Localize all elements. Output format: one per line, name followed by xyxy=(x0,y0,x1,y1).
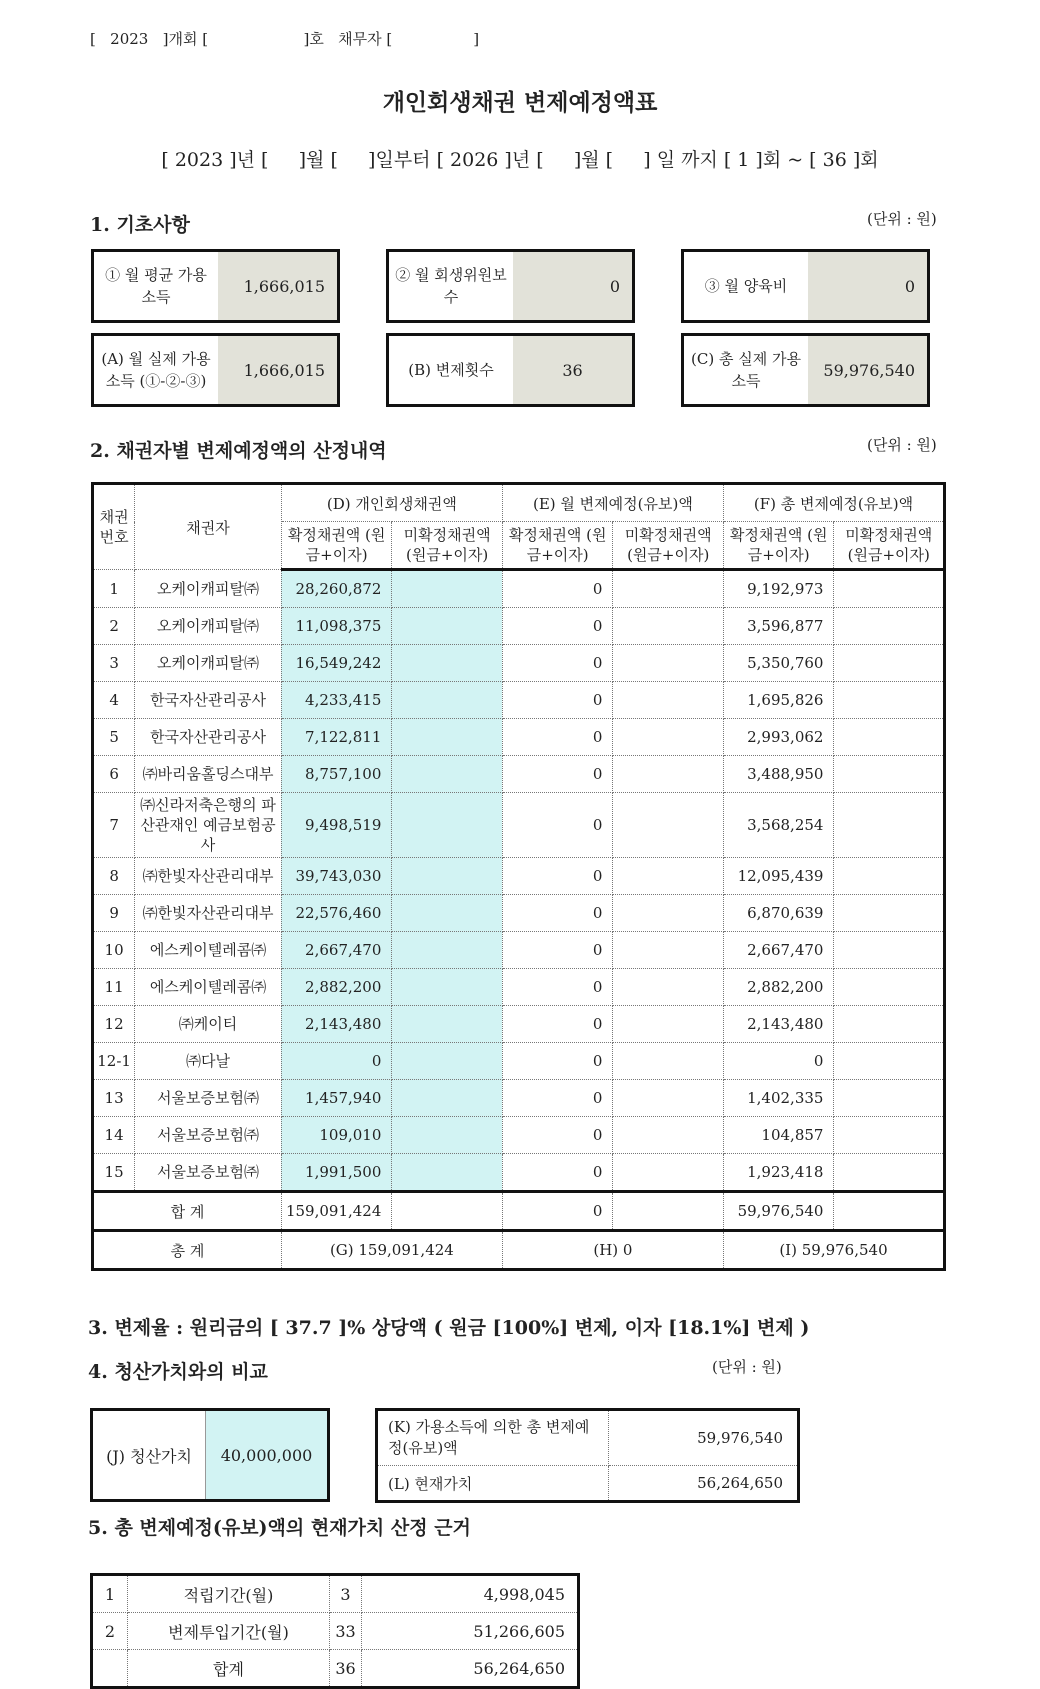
creditor-d-unconfirmed xyxy=(392,1154,503,1192)
repayment-period: [ 2023 ]년 [ ]월 [ ]일부터 [ 2026 ]년 [ ]월 [ ] 일 까지 [ 1 ]회 ~ [ 36 ]회 xyxy=(161,149,879,171)
creditor-no: 12-1 xyxy=(93,1043,135,1080)
creditor-name: 오케이캐피탈㈜ xyxy=(135,570,282,608)
actual-income-box xyxy=(91,333,340,407)
subtotal-e: 0 xyxy=(502,1192,613,1231)
creditor-f-confirmed: 3,596,877 xyxy=(723,608,834,645)
creditor-e-confirmed: 0 xyxy=(502,570,613,608)
child-support-value: 0 xyxy=(808,252,927,320)
creditor-no: 12 xyxy=(93,1006,135,1043)
subtotal-d: 159,091,424 xyxy=(281,1192,392,1231)
creditor-e-confirmed: 0 xyxy=(502,756,613,793)
section1-heading: 1. 기초사항 xyxy=(90,214,190,236)
present-value-label: (L) 현재가치 xyxy=(377,1466,609,1502)
liquidation-value: 40,000,000 xyxy=(205,1411,327,1499)
creditor-row xyxy=(93,932,945,969)
basis-amount: 56,264,650 xyxy=(362,1650,579,1688)
creditor-row xyxy=(93,793,945,858)
creditor-e-unconfirmed xyxy=(613,1006,724,1043)
creditor-name: ㈜케이티 xyxy=(135,1006,282,1043)
trustee-fee-box xyxy=(386,249,635,323)
total-repayment-label: (K) 가용소득에 의한 총 변제예정(유보)액 xyxy=(377,1410,609,1466)
creditor-name: 서울보증보험㈜ xyxy=(135,1117,282,1154)
creditor-f-unconfirmed xyxy=(834,645,945,682)
col-header-f-unconfirmed: 미확정채권액 (원금+이자) xyxy=(834,522,945,570)
total-income-label: (C) 총 실제 가용소득 xyxy=(691,350,801,390)
creditor-f-confirmed: 9,192,973 xyxy=(723,570,834,608)
creditor-d-unconfirmed xyxy=(392,1006,503,1043)
creditor-e-confirmed: 0 xyxy=(502,645,613,682)
creditor-no: 9 xyxy=(93,895,135,932)
actual-income-value: 1,666,015 xyxy=(218,336,337,404)
creditor-e-unconfirmed xyxy=(613,1154,724,1192)
creditor-d-unconfirmed xyxy=(392,570,503,608)
creditor-d-unconfirmed xyxy=(392,645,503,682)
case-header: [ 2023 ]개회 [ ]호 채무자 [ ] xyxy=(90,30,480,48)
creditor-f-confirmed: 0 xyxy=(723,1043,834,1080)
creditor-f-unconfirmed xyxy=(834,895,945,932)
col-header-e: (E) 월 변제예정(유보)액 xyxy=(502,484,723,522)
creditor-e-unconfirmed xyxy=(613,858,724,895)
total-g: (G) 159,091,424 xyxy=(281,1231,502,1270)
creditor-row xyxy=(93,645,945,682)
creditor-row xyxy=(93,756,945,793)
actual-income-label: (A) 월 실제 가용소득 (①-②-③) xyxy=(101,350,211,390)
child-support-box xyxy=(681,249,930,323)
creditor-row xyxy=(93,1080,945,1117)
debtor-label: 채무자 [ xyxy=(338,30,393,48)
total-label: 총 계 xyxy=(93,1231,282,1270)
section2-unit: (단위 : 원) xyxy=(867,436,937,454)
section4-unit: (단위 : 원) xyxy=(712,1358,782,1376)
creditor-no: 15 xyxy=(93,1154,135,1192)
creditor-f-unconfirmed xyxy=(834,756,945,793)
total-income-value: 59,976,540 xyxy=(808,336,927,404)
creditor-e-unconfirmed xyxy=(613,793,724,858)
present-value: 56,264,650 xyxy=(609,1466,799,1502)
creditor-f-unconfirmed xyxy=(834,1080,945,1117)
section5-heading: 5. 총 변제예정(유보)액의 현재가치 산정 근거 xyxy=(88,1517,471,1539)
creditor-row xyxy=(93,1154,945,1192)
creditor-e-unconfirmed xyxy=(613,969,724,1006)
creditor-d-unconfirmed xyxy=(392,932,503,969)
basis-row xyxy=(92,1650,579,1688)
creditor-name: 한국자산관리공사 xyxy=(135,682,282,719)
creditor-no: 14 xyxy=(93,1117,135,1154)
creditor-d-confirmed: 39,743,030 xyxy=(281,858,392,895)
trustee-fee-value: 0 xyxy=(513,252,632,320)
creditor-d-confirmed: 11,098,375 xyxy=(281,608,392,645)
creditor-f-unconfirmed xyxy=(834,1117,945,1154)
creditor-d-unconfirmed xyxy=(392,719,503,756)
creditor-e-confirmed: 0 xyxy=(502,793,613,858)
creditor-f-confirmed: 104,857 xyxy=(723,1117,834,1154)
subtotal-e-unconfirmed xyxy=(613,1192,724,1231)
creditor-row xyxy=(93,682,945,719)
subtotal-f: 59,976,540 xyxy=(723,1192,834,1231)
creditor-name: ㈜신라저축은행의 파산관재인 예금보험공사 xyxy=(135,793,282,858)
basis-no xyxy=(92,1650,128,1688)
creditor-no: 5 xyxy=(93,719,135,756)
repayment-count-value: 36 xyxy=(513,336,632,404)
creditor-d-confirmed: 16,549,242 xyxy=(281,645,392,682)
creditor-f-unconfirmed xyxy=(834,858,945,895)
col-header-d: (D) 개인회생채권액 xyxy=(281,484,502,522)
creditor-row xyxy=(93,608,945,645)
liquidation-value-label: (J) 청산가치 xyxy=(106,1446,192,1466)
creditor-no: 3 xyxy=(93,645,135,682)
subtotal-d-unconfirmed xyxy=(392,1192,503,1231)
basis-months: 33 xyxy=(330,1613,362,1650)
creditor-f-confirmed: 1,923,418 xyxy=(723,1154,834,1192)
creditor-name: ㈜다날 xyxy=(135,1043,282,1080)
case-year: 2023 xyxy=(110,30,149,48)
creditor-row xyxy=(93,1043,945,1080)
creditor-e-unconfirmed xyxy=(613,1043,724,1080)
creditor-f-confirmed: 6,870,639 xyxy=(723,895,834,932)
col-header-e-confirmed: 확정채권액 (원금+이자) xyxy=(502,522,613,570)
creditor-e-unconfirmed xyxy=(613,682,724,719)
creditor-f-unconfirmed xyxy=(834,1043,945,1080)
creditor-d-unconfirmed xyxy=(392,608,503,645)
creditor-f-unconfirmed xyxy=(834,682,945,719)
creditor-e-confirmed: 0 xyxy=(502,608,613,645)
creditor-e-confirmed: 0 xyxy=(502,895,613,932)
creditor-e-unconfirmed xyxy=(613,719,724,756)
debtor-close: ] xyxy=(473,30,480,48)
creditor-d-unconfirmed xyxy=(392,1117,503,1154)
creditor-f-unconfirmed xyxy=(834,932,945,969)
creditor-f-confirmed: 2,143,480 xyxy=(723,1006,834,1043)
case-no-suffix: ]호 xyxy=(303,30,324,48)
col-header-no: 채권 번호 xyxy=(93,484,135,570)
creditor-name: ㈜한빛자산관리대부 xyxy=(135,895,282,932)
creditor-d-confirmed: 4,233,415 xyxy=(281,682,392,719)
basis-label: 적립기간(월) xyxy=(128,1575,330,1613)
creditor-e-unconfirmed xyxy=(613,1117,724,1154)
case-suffix: ]개회 [ xyxy=(162,30,209,48)
creditor-f-confirmed: 3,488,950 xyxy=(723,756,834,793)
creditor-f-unconfirmed xyxy=(834,570,945,608)
section2-heading: 2. 채권자별 변제예정액의 산정내역 xyxy=(90,440,387,462)
creditor-e-unconfirmed xyxy=(613,932,724,969)
creditor-no: 6 xyxy=(93,756,135,793)
basis-amount: 51,266,605 xyxy=(362,1613,579,1650)
creditor-d-confirmed: 1,457,940 xyxy=(281,1080,392,1117)
creditor-e-confirmed: 0 xyxy=(502,1043,613,1080)
creditor-no: 13 xyxy=(93,1080,135,1117)
basis-amount: 4,998,045 xyxy=(362,1575,579,1613)
creditor-e-confirmed: 0 xyxy=(502,1154,613,1192)
basis-months: 36 xyxy=(330,1650,362,1688)
creditor-e-confirmed: 0 xyxy=(502,858,613,895)
creditor-e-unconfirmed xyxy=(613,895,724,932)
comparison-table xyxy=(375,1408,800,1503)
creditor-name: 서울보증보험㈜ xyxy=(135,1154,282,1192)
creditor-f-unconfirmed xyxy=(834,969,945,1006)
creditor-d-unconfirmed xyxy=(392,756,503,793)
creditor-e-confirmed: 0 xyxy=(502,932,613,969)
creditor-d-confirmed: 0 xyxy=(281,1043,392,1080)
creditor-d-confirmed: 1,991,500 xyxy=(281,1154,392,1192)
creditor-f-unconfirmed xyxy=(834,1006,945,1043)
document-title: 개인회생채권 변제예정액표 xyxy=(382,89,658,116)
creditor-name: 오케이캐피탈㈜ xyxy=(135,645,282,682)
repayment-count-label: (B) 변제횟수 xyxy=(408,361,494,379)
creditor-f-confirmed: 1,402,335 xyxy=(723,1080,834,1117)
creditor-row xyxy=(93,858,945,895)
creditor-f-unconfirmed xyxy=(834,719,945,756)
creditor-e-unconfirmed xyxy=(613,570,724,608)
creditor-f-confirmed: 2,667,470 xyxy=(723,932,834,969)
creditor-name: 서울보증보험㈜ xyxy=(135,1080,282,1117)
present-value-basis-table xyxy=(90,1573,580,1689)
basis-months: 3 xyxy=(330,1575,362,1613)
creditor-e-confirmed: 0 xyxy=(502,969,613,1006)
basis-row xyxy=(92,1613,579,1650)
creditor-name: 에스케이텔레콤㈜ xyxy=(135,932,282,969)
creditor-f-unconfirmed xyxy=(834,608,945,645)
creditor-no: 8 xyxy=(93,858,135,895)
child-support-label: ③ 월 양육비 xyxy=(704,277,788,295)
creditor-row xyxy=(93,1117,945,1154)
creditor-e-unconfirmed xyxy=(613,1080,724,1117)
creditor-d-confirmed: 7,122,811 xyxy=(281,719,392,756)
section1-unit: (단위 : 원) xyxy=(867,210,937,228)
creditor-d-unconfirmed xyxy=(392,1043,503,1080)
creditor-d-unconfirmed xyxy=(392,895,503,932)
basis-no: 2 xyxy=(92,1613,128,1650)
creditor-d-unconfirmed xyxy=(392,682,503,719)
creditor-f-unconfirmed xyxy=(834,793,945,858)
creditor-d-unconfirmed xyxy=(392,1080,503,1117)
creditor-no: 10 xyxy=(93,932,135,969)
creditor-d-confirmed: 8,757,100 xyxy=(281,756,392,793)
creditor-d-confirmed: 109,010 xyxy=(281,1117,392,1154)
creditor-d-confirmed: 28,260,872 xyxy=(281,570,392,608)
creditor-d-confirmed: 2,667,470 xyxy=(281,932,392,969)
creditor-d-unconfirmed xyxy=(392,793,503,858)
total-repayment-value: 59,976,540 xyxy=(609,1410,799,1466)
creditor-f-confirmed: 2,882,200 xyxy=(723,969,834,1006)
creditor-name: 오케이캐피탈㈜ xyxy=(135,608,282,645)
repayment-rate: 3. 변제율 : 원리금의 [ 37.7 ]% 상당액 ( 원금 [100%] 변제, 이자 [18.1%] 변제 ) xyxy=(88,1317,810,1339)
creditor-f-confirmed: 5,350,760 xyxy=(723,645,834,682)
creditor-d-confirmed: 2,143,480 xyxy=(281,1006,392,1043)
creditor-no: 7 xyxy=(93,793,135,858)
creditor-no: 4 xyxy=(93,682,135,719)
creditor-name: 에스케이텔레콤㈜ xyxy=(135,969,282,1006)
creditor-row xyxy=(93,570,945,608)
monthly-avg-income-value: 1,666,015 xyxy=(218,252,337,320)
creditor-f-confirmed: 2,993,062 xyxy=(723,719,834,756)
creditor-d-confirmed: 22,576,460 xyxy=(281,895,392,932)
total-i: (I) 59,976,540 xyxy=(723,1231,944,1270)
subtotal-label: 합 계 xyxy=(93,1192,282,1231)
total-income-box xyxy=(681,333,930,407)
creditor-e-confirmed: 0 xyxy=(502,1117,613,1154)
section4-heading: 4. 청산가치와의 비교 xyxy=(88,1361,268,1383)
repayment-count-box xyxy=(386,333,635,407)
creditor-row xyxy=(93,969,945,1006)
basis-label: 변제투입기간(월) xyxy=(128,1613,330,1650)
creditor-f-confirmed: 1,695,826 xyxy=(723,682,834,719)
basis-row xyxy=(92,1575,579,1613)
subtotal-f-unconfirmed xyxy=(834,1192,945,1231)
creditor-no: 1 xyxy=(93,570,135,608)
creditor-f-unconfirmed xyxy=(834,1154,945,1192)
basis-label: 합계 xyxy=(128,1650,330,1688)
total-h: (H) 0 xyxy=(502,1231,723,1270)
creditor-row xyxy=(93,719,945,756)
col-header-f-confirmed: 확정채권액 (원금+이자) xyxy=(723,522,834,570)
creditor-d-confirmed: 2,882,200 xyxy=(281,969,392,1006)
trustee-fee-label: ② 월 회생위원보수 xyxy=(395,266,507,306)
col-header-d-confirmed: 확정채권액 (원금+이자) xyxy=(281,522,392,570)
col-header-f: (F) 총 변제예정(유보)액 xyxy=(723,484,944,522)
col-header-d-unconfirmed: 미확정채권액 (원금+이자) xyxy=(392,522,503,570)
monthly-avg-income-label: ① 월 평균 가용소득 xyxy=(105,266,207,306)
liquidation-value-box xyxy=(90,1408,330,1502)
col-header-creditor: 채권자 xyxy=(135,484,282,570)
creditor-f-confirmed: 12,095,439 xyxy=(723,858,834,895)
basis-no: 1 xyxy=(92,1575,128,1613)
creditor-e-unconfirmed xyxy=(613,608,724,645)
creditor-f-confirmed: 3,568,254 xyxy=(723,793,834,858)
creditor-e-unconfirmed xyxy=(613,645,724,682)
creditor-e-confirmed: 0 xyxy=(502,1006,613,1043)
col-header-e-unconfirmed: 미확정채권액 (원금+이자) xyxy=(613,522,724,570)
creditor-name: ㈜바리움홀딩스대부 xyxy=(135,756,282,793)
creditor-e-unconfirmed xyxy=(613,756,724,793)
creditor-e-confirmed: 0 xyxy=(502,682,613,719)
creditor-d-unconfirmed xyxy=(392,858,503,895)
creditor-row xyxy=(93,895,945,932)
creditor-no: 11 xyxy=(93,969,135,1006)
monthly-avg-income-box xyxy=(91,249,340,323)
creditor-name: 한국자산관리공사 xyxy=(135,719,282,756)
creditor-d-unconfirmed xyxy=(392,969,503,1006)
creditor-name: ㈜한빛자산관리대부 xyxy=(135,858,282,895)
creditor-table xyxy=(91,482,946,1271)
creditor-e-confirmed: 0 xyxy=(502,1080,613,1117)
creditor-e-confirmed: 0 xyxy=(502,719,613,756)
creditor-d-confirmed: 9,498,519 xyxy=(281,793,392,858)
creditor-no: 2 xyxy=(93,608,135,645)
creditor-row xyxy=(93,1006,945,1043)
